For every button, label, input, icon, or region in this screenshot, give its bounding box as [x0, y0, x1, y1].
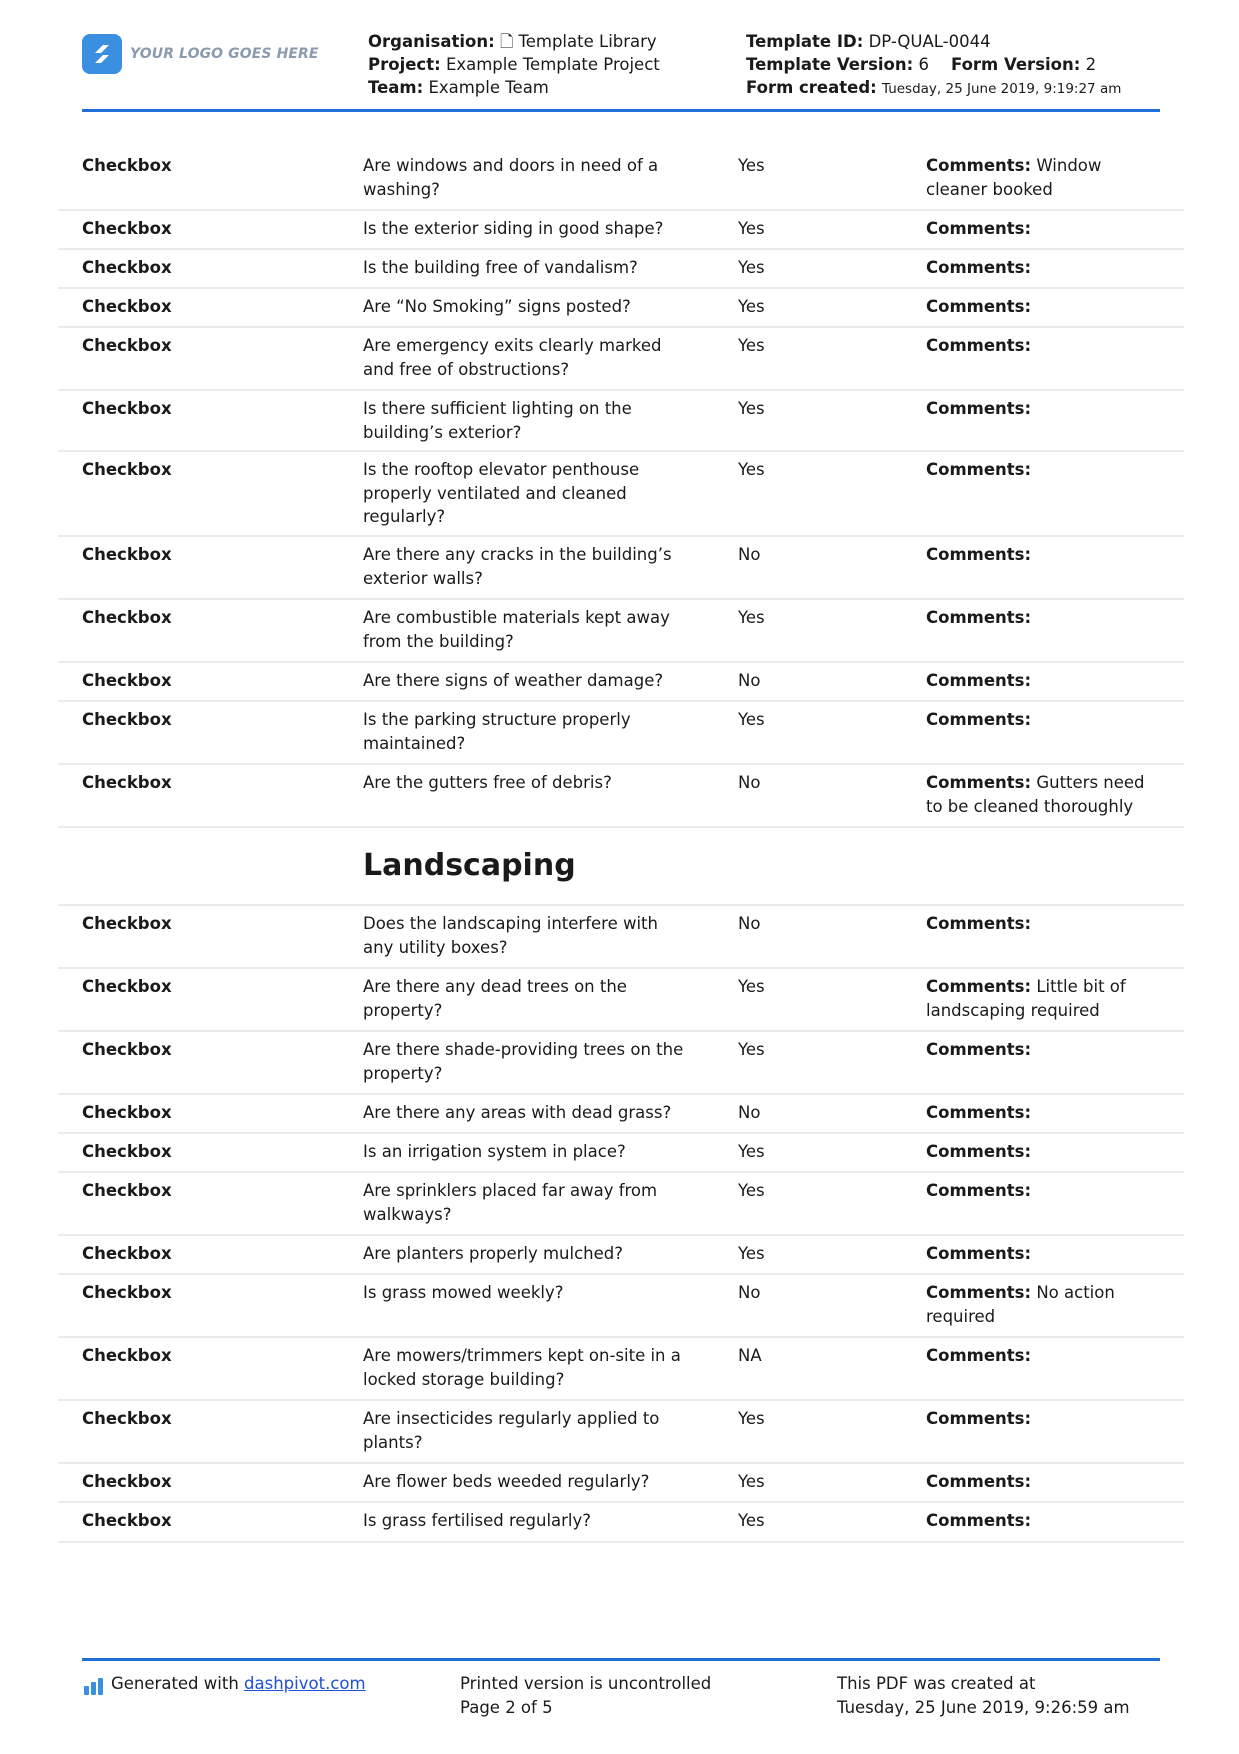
- field-type: Checkbox: [82, 1244, 172, 1263]
- comments-label: Comments:: [926, 1283, 1032, 1302]
- table-row: [58, 211, 1184, 250]
- table-row: [58, 391, 1184, 452]
- comments-label: Comments:: [926, 156, 1032, 175]
- question-text: Are flower beds weeded regularly?: [363, 1472, 650, 1491]
- comments-cell: [926, 1407, 1166, 1431]
- answer-value: Yes: [738, 399, 765, 418]
- field-type: Checkbox: [82, 1142, 172, 1161]
- field-type: Checkbox: [82, 914, 172, 933]
- field-type: Checkbox: [82, 297, 172, 316]
- question-text: Is an irrigation system in place?: [363, 1142, 626, 1161]
- comments-cell: [926, 397, 1166, 421]
- table-row: [58, 1173, 1184, 1236]
- table-row: [58, 1236, 1184, 1275]
- table-row: [58, 328, 1184, 391]
- comments-cell: [926, 256, 1166, 280]
- comments-cell: [926, 912, 1166, 936]
- field-type: Checkbox: [82, 671, 172, 690]
- footer-print-info: [460, 1672, 711, 1719]
- comments-cell: [926, 1242, 1166, 1266]
- form-created-label: Form created:: [746, 78, 877, 97]
- comments-label: Comments:: [926, 773, 1032, 792]
- question-text: Are sprinklers placed far away from walkways?: [363, 1181, 658, 1224]
- answer-value: No: [738, 1103, 761, 1122]
- comments-label: Comments:: [926, 258, 1032, 277]
- question-text: Is the exterior siding in good shape?: [363, 219, 664, 238]
- comments-cell: [926, 543, 1166, 567]
- field-type: Checkbox: [82, 219, 172, 238]
- answer-value: Yes: [738, 219, 765, 238]
- table-row: [58, 702, 1184, 765]
- form-version-label: Form Version:: [950, 55, 1081, 74]
- organisation-label: Organisation:: [368, 32, 495, 51]
- question-text: Are the gutters free of debris?: [363, 773, 612, 792]
- field-type: Checkbox: [82, 1283, 172, 1302]
- comments-label: Comments:: [926, 399, 1032, 418]
- field-type: Checkbox: [82, 1103, 172, 1122]
- answer-value: No: [738, 1283, 761, 1302]
- answer-value: Yes: [738, 258, 765, 277]
- header-organisation-block: [368, 30, 660, 99]
- pdf-created-date: Tuesday, 25 June 2019, 9:26:59 am: [837, 1697, 1130, 1717]
- field-type: Checkbox: [82, 399, 172, 418]
- question-text: Are emergency exits clearly marked and free of obstructions?: [363, 336, 662, 379]
- form-version-value: 2: [1085, 55, 1097, 74]
- comments-label: Comments:: [926, 1103, 1032, 1122]
- answer-value: Yes: [738, 608, 765, 627]
- field-type: Checkbox: [82, 1040, 172, 1059]
- comments-label: Comments:: [926, 1181, 1032, 1200]
- comments-cell: [926, 458, 1166, 482]
- comments-label: Comments:: [926, 1409, 1032, 1428]
- comments-label: Comments:: [926, 1472, 1032, 1491]
- table-row: [58, 600, 1184, 663]
- checklist-table: [58, 148, 1184, 1543]
- answer-value: Yes: [738, 460, 765, 479]
- comments-cell: [926, 1344, 1166, 1368]
- comments-label: Comments:: [926, 914, 1032, 933]
- question-text: Are planters properly mulched?: [363, 1244, 623, 1263]
- page-header: [82, 28, 1160, 112]
- answer-value: Yes: [738, 336, 765, 355]
- table-row: [58, 1095, 1184, 1134]
- question-text: Are windows and doors in need of a washing?: [363, 156, 659, 199]
- question-text: Is grass mowed weekly?: [363, 1283, 564, 1302]
- field-type: Checkbox: [82, 258, 172, 277]
- comments-cell: [926, 1470, 1166, 1494]
- table-row: [58, 452, 1184, 537]
- table-row: [58, 537, 1184, 600]
- field-type: Checkbox: [82, 460, 172, 479]
- comments-label: Comments:: [926, 1244, 1032, 1263]
- answer-value: Yes: [738, 1142, 765, 1161]
- answer-value: No: [738, 545, 761, 564]
- table-row: [58, 1338, 1184, 1401]
- template-version-label: Template Version:: [746, 55, 914, 74]
- section-title: Landscaping: [363, 848, 576, 883]
- question-text: Is the parking structure properly maintained?: [363, 710, 631, 753]
- team-label: Team:: [368, 78, 424, 97]
- answer-value: Yes: [738, 156, 765, 175]
- comments-cell: [926, 1140, 1166, 1164]
- comments-cell: [926, 1509, 1166, 1533]
- answer-value: NA: [738, 1346, 762, 1365]
- company-logo: [82, 34, 319, 74]
- question-text: Are combustible materials kept away from the building?: [363, 608, 670, 651]
- header-divider: [82, 109, 1160, 112]
- comments-label: Comments:: [926, 1040, 1032, 1059]
- table-row: [58, 969, 1184, 1032]
- answer-value: Yes: [738, 1511, 765, 1530]
- comments-cell: [926, 771, 1166, 818]
- template-id-value: DP-QUAL-0044: [868, 32, 991, 51]
- question-text: Are there any areas with dead grass?: [363, 1103, 672, 1122]
- comment-text: No action required: [926, 1283, 1115, 1326]
- table-row: [58, 663, 1184, 702]
- comments-cell: [926, 975, 1166, 1022]
- question-text: Does the landscaping interfere with any utility boxes?: [363, 914, 658, 957]
- table-row: [58, 906, 1184, 969]
- comments-label: Comments:: [926, 977, 1032, 996]
- question-text: Are mowers/trimmers kept on-site in a locked storage building?: [363, 1346, 681, 1389]
- table-row: [58, 1503, 1184, 1543]
- question-text: Is grass fertilised regularly?: [363, 1511, 592, 1530]
- answer-value: Yes: [738, 1040, 765, 1059]
- answer-value: Yes: [738, 710, 765, 729]
- field-type: Checkbox: [82, 710, 172, 729]
- comments-label: Comments:: [926, 608, 1032, 627]
- comments-cell: [926, 1038, 1166, 1062]
- table-row: [58, 289, 1184, 328]
- table-row: [58, 1464, 1184, 1503]
- dashpivot-logo-icon: [84, 1677, 103, 1695]
- answer-value: Yes: [738, 1472, 765, 1491]
- comments-label: Comments:: [926, 671, 1032, 690]
- question-text: Are insecticides regularly applied to plants?: [363, 1409, 660, 1452]
- answer-value: Yes: [738, 1409, 765, 1428]
- comments-label: Comments:: [926, 460, 1032, 479]
- comments-cell: [926, 606, 1166, 630]
- question-text: Are there signs of weather damage?: [363, 671, 664, 690]
- organisation-value: 🗋 Template Library: [499, 32, 657, 51]
- comments-cell: [926, 1281, 1166, 1328]
- field-type: Checkbox: [82, 1409, 172, 1428]
- answer-value: No: [738, 773, 761, 792]
- answer-value: Yes: [738, 977, 765, 996]
- answer-value: No: [738, 914, 761, 933]
- comments-label: Comments:: [926, 710, 1032, 729]
- footer-divider: [82, 1658, 1160, 1661]
- field-type: Checkbox: [82, 336, 172, 355]
- checklist-group-landscaping: [58, 906, 1184, 1543]
- comments-cell: [926, 1179, 1166, 1203]
- project-value: Example Template Project: [445, 55, 660, 74]
- comments-label: Comments:: [926, 1346, 1032, 1365]
- project-label: Project:: [368, 55, 441, 74]
- table-row: [58, 1275, 1184, 1338]
- table-row: [58, 1401, 1184, 1464]
- comments-label: Comments:: [926, 297, 1032, 316]
- generated-prefix: Generated with: [111, 1674, 239, 1693]
- field-type: Checkbox: [82, 977, 172, 996]
- comments-cell: [926, 669, 1166, 693]
- comments-label: Comments:: [926, 219, 1032, 238]
- table-row: [58, 1134, 1184, 1173]
- comments-cell: [926, 708, 1166, 732]
- team-value: Example Team: [428, 78, 549, 97]
- printed-notice: Printed version is uncontrolled: [460, 1674, 712, 1693]
- answer-value: Yes: [738, 1244, 765, 1263]
- question-text: Are “No Smoking” signs posted?: [363, 297, 631, 316]
- question-text: Is the rooftop elevator penthouse properly ventilated and cleaned regularly?: [363, 460, 640, 526]
- question-text: Are there any dead trees on the property?: [363, 977, 627, 1020]
- logo-text: YOUR LOGO GOES HERE: [130, 46, 319, 62]
- comments-cell: [926, 217, 1166, 241]
- field-type: Checkbox: [82, 773, 172, 792]
- comment-text: Window cleaner booked: [926, 156, 1102, 199]
- comments-label: Comments:: [926, 545, 1032, 564]
- template-id-label: Template ID:: [746, 32, 864, 51]
- answer-value: No: [738, 671, 761, 690]
- footer-generated: [84, 1672, 366, 1696]
- checklist-group-exterior: [58, 148, 1184, 828]
- section-header-row: [58, 828, 1184, 906]
- comments-cell: [926, 334, 1166, 358]
- field-type: Checkbox: [82, 1181, 172, 1200]
- comment-text: Little bit of landscaping required: [926, 977, 1126, 1020]
- logo-badge-icon: [82, 34, 122, 74]
- pdf-created-label: This PDF was created at: [837, 1674, 1036, 1693]
- question-text: Are there any cracks in the building’s exterior walls?: [363, 545, 672, 588]
- field-type: Checkbox: [82, 1472, 172, 1491]
- template-version-value: 6: [918, 55, 929, 74]
- comments-cell: [926, 295, 1166, 319]
- table-row: [58, 1032, 1184, 1095]
- header-template-block: [746, 30, 1121, 101]
- form-created-value: Tuesday, 25 June 2019, 9:19:27 am: [882, 81, 1122, 97]
- table-row: [58, 148, 1184, 211]
- dashpivot-link[interactable]: dashpivot.com: [244, 1674, 366, 1693]
- comments-label: Comments:: [926, 1511, 1032, 1530]
- field-type: Checkbox: [82, 156, 172, 175]
- question-text: Are there shade-providing trees on the property?: [363, 1040, 684, 1083]
- question-text: Is there sufficient lighting on the building’s exterior?: [363, 399, 632, 442]
- field-type: Checkbox: [82, 608, 172, 627]
- comment-text: Gutters need to be cleaned thoroughly: [926, 773, 1145, 816]
- comments-cell: [926, 154, 1166, 201]
- field-type: Checkbox: [82, 1511, 172, 1530]
- question-text: Is the building free of vandalism?: [363, 258, 638, 277]
- table-row: [58, 250, 1184, 289]
- table-row: [58, 765, 1184, 828]
- comments-cell: [926, 1101, 1166, 1125]
- footer-created-info: [837, 1672, 1130, 1719]
- comments-label: Comments:: [926, 336, 1032, 355]
- answer-value: Yes: [738, 1181, 765, 1200]
- comments-label: Comments:: [926, 1142, 1032, 1161]
- answer-value: Yes: [738, 297, 765, 316]
- field-type: Checkbox: [82, 545, 172, 564]
- page-number: Page 2 of 5: [460, 1697, 553, 1717]
- field-type: Checkbox: [82, 1346, 172, 1365]
